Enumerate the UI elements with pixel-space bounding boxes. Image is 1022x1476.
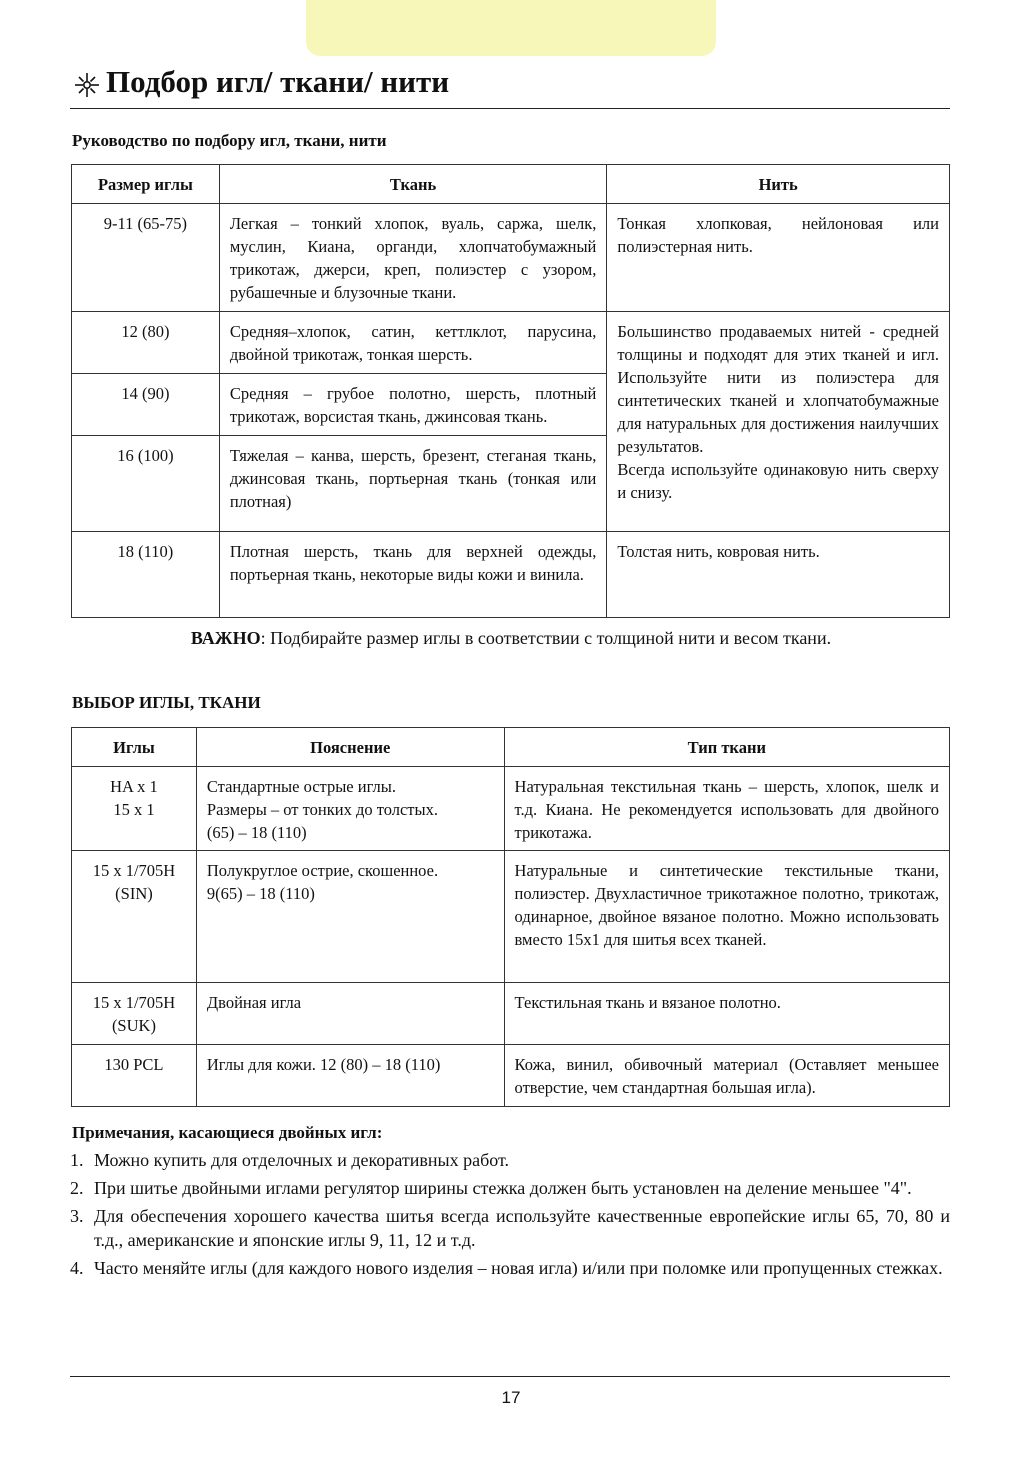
thread-cell: Тонкая хлопковая, нейлоновая или полиэстерная нить.: [607, 204, 950, 312]
page-number: 17: [501, 1388, 521, 1407]
guide-heading: Руководство по подбору игл, ткани, нити: [72, 131, 387, 150]
important-text: : Подбирайте размер иглы в соответствии с толщиной нити и весом ткани.: [260, 628, 832, 648]
fabric-type-cell: Кожа, винил, обивочный материал (Оставляет меньшее отверстие, чем стандартная большая игла).: [504, 1045, 949, 1107]
explanation-cell: [196, 983, 504, 1045]
list-item: [70, 1176, 950, 1200]
fabric-cell: Тяжелая – канва, шерсть, брезент, стеганая ткань, джинсовая ткань, портьерная ткань (тонкая или плотная): [219, 436, 607, 532]
thread-cell: Толстая нить, ковровая нить.: [607, 532, 950, 618]
needle-line: (SUK): [111, 1016, 156, 1035]
note-text: Часто меняйте иглы (для каждого нового изделия – новая игла) и/или при поломке или пропущенных стежках.: [94, 1258, 943, 1278]
list-item: [70, 1256, 950, 1280]
fabric-cell: Средняя–хлопок, сатин, кеттлклот, парусина, двойной трикотаж, тонкая шерсть.: [219, 312, 607, 374]
table-row: [72, 851, 950, 983]
needle-size-cell: 18 (110): [72, 532, 220, 618]
needle-selection-table: [71, 727, 950, 1107]
table-row: [72, 983, 950, 1045]
needle-size-cell: 12 (80): [72, 312, 220, 374]
explanation-line: Размеры – от тонких до толстых.: [206, 800, 438, 819]
needle-size-cell: 14 (90): [72, 374, 220, 436]
header-needles: Иглы: [72, 728, 197, 767]
explanation-cell: [196, 1045, 504, 1107]
table-row: [72, 204, 950, 312]
header-explanation: Пояснение: [196, 728, 504, 767]
fabric-type-cell: Натуральные и синтетические текстильные ткани, полиэстер. Двухластичное трикотажное полотно, трикотаж, одинарное, двойное вязаное полотно. Можно использовать вместо 15x1 для шитья всех тканей.: [504, 851, 949, 983]
needle-cell: [72, 767, 197, 851]
selection-heading: ВЫБОР ИГЛЫ, ТКАНИ: [72, 693, 261, 712]
note-text: При шитье двойными иглами регулятор ширины стежка должен быть установлен на деление меньшее "4".: [94, 1178, 912, 1198]
needle-size-cell: 9-11 (65-75): [72, 204, 220, 312]
header-thread: Нить: [607, 165, 950, 204]
table-header-row: [72, 728, 950, 767]
header-fabric: Ткань: [219, 165, 607, 204]
notes-heading: Примечания, касающиеся двойных игл:: [72, 1123, 383, 1142]
fabric-cell: Средняя – грубое полотно, шерсть, плотный трикотаж, ворсистая ткань, джинсовая ткань.: [219, 374, 607, 436]
explanation-line: (65) – 18 (110): [206, 823, 307, 842]
table-row: [72, 312, 950, 374]
explanation-line: 9(65) – 18 (110): [206, 884, 315, 903]
page-header: [70, 62, 950, 109]
fabric-type-cell: Натуральная текстильная ткань – шерсть, хлопок, шелк и т.д. Киана. Не рекомендуется использовать для двойного трикотажа.: [504, 767, 949, 851]
notes-list: [70, 1148, 950, 1284]
note-number: 4.: [70, 1258, 84, 1278]
fabric-cell: Легкая – тонкий хлопок, вуаль, саржа, шелк, муслин, Киана, органди, хлопчатобумажный трикотаж, джерси, креп, полиэстер с узором, рубашечные и блузочные ткани.: [219, 204, 607, 312]
note-number: 3.: [70, 1206, 84, 1226]
list-item: [70, 1148, 950, 1172]
explanation-line: Стандартные острые иглы.: [206, 777, 396, 796]
note-text: Для обеспечения хорошего качества шитья всегда используйте качественные европейские иглы 65, 70, 80 и т.д., американские и японские иглы 9, 11, 12 и т.д.: [94, 1206, 950, 1250]
fabric-cell: Плотная шерсть, ткань для верхней одежды, портьерная ткань, некоторые виды кожи и винила.: [219, 532, 607, 618]
thread-text-2: Всегда используйте одинаковую нить сверху и снизу.: [617, 460, 939, 502]
table-row: [72, 1045, 950, 1107]
explanation-line: Иглы для кожи. 12 (80) – 18 (110): [206, 1055, 441, 1074]
footer-divider: [70, 1376, 950, 1377]
important-note: [0, 628, 1022, 649]
header-fabric-type: Тип ткани: [504, 728, 949, 767]
important-label: ВАЖНО: [190, 628, 261, 648]
needle-line: 130 PCL: [104, 1055, 164, 1074]
needle-cell: [72, 1045, 197, 1107]
needle-line: 15 x 1: [113, 800, 155, 819]
table-header-row: [72, 165, 950, 204]
fabric-type-cell: Текстильная ткань и вязаное полотно.: [504, 983, 949, 1045]
thread-text: Большинство продаваемых нитей - средней толщины и подходят для этих тканей и игл. Используйте нити из полиэстера для синтетических тканей и хлопчатобумажные для натуральных для достижения наилучших результатов.: [617, 322, 939, 456]
note-text: Можно купить для отделочных и декоративных работ.: [94, 1150, 510, 1170]
note-number: 1.: [70, 1150, 84, 1170]
needle-fabric-thread-table: [71, 164, 950, 618]
thread-cell: [607, 312, 950, 532]
note-number: 2.: [70, 1178, 84, 1198]
explanation-cell: [196, 767, 504, 851]
table-row: [72, 532, 950, 618]
chapter-tab: [306, 0, 716, 56]
explanation-line: Полукруглое острие, скошенное.: [206, 861, 439, 880]
needle-line: HA x 1: [110, 777, 158, 796]
explanation-cell: [196, 851, 504, 983]
sparkle-icon: [74, 72, 100, 98]
header-needle-size: Размер иглы: [72, 165, 220, 204]
needle-cell: [72, 851, 197, 983]
list-item: [70, 1204, 950, 1252]
needle-size-cell: 16 (100): [72, 436, 220, 532]
table-row: [72, 767, 950, 851]
needle-line: (SIN): [115, 884, 153, 903]
page-title: Подбор игл/ ткани/ нити: [106, 64, 450, 99]
needle-cell: [72, 983, 197, 1045]
needle-line: 15 x 1/705H: [92, 993, 176, 1012]
needle-line: 15 x 1/705H: [92, 861, 176, 880]
explanation-line: Двойная игла: [206, 993, 302, 1012]
